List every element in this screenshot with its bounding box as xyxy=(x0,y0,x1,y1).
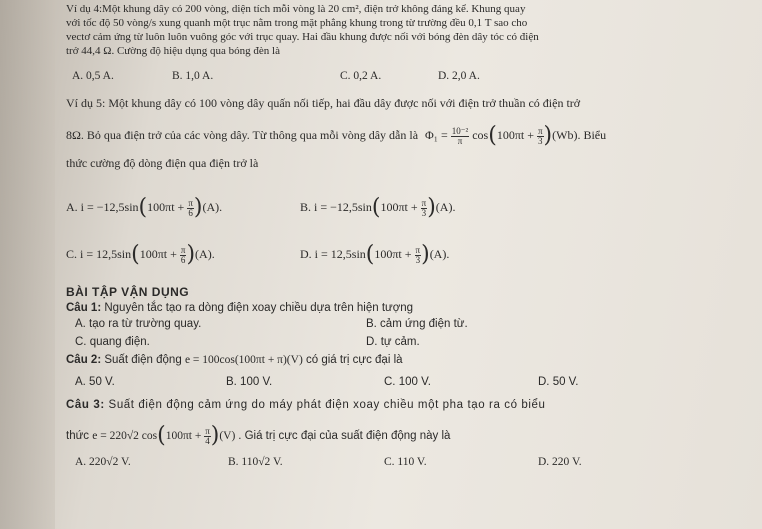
q3-option-d: D. 220 V. xyxy=(538,456,582,468)
example4-option-a: A. 0,5 A. xyxy=(72,70,114,82)
flux-lhs: Φ₁ = xyxy=(425,128,448,142)
flux-inner-num: π xyxy=(537,125,543,136)
q3-formula-arg: 100πt + xyxy=(165,430,202,442)
q2-option-b: B. 100 V. xyxy=(226,376,273,388)
q2-option-a: A. 50 V. xyxy=(75,376,115,388)
q2-text-before: Suất điện động xyxy=(101,354,182,366)
option-label: C. xyxy=(66,247,78,261)
q1-text: Nguyên tắc tạo ra dòng điện xoay chiều dựa trên hiện tượng xyxy=(101,302,414,314)
flux-fraction xyxy=(451,127,469,146)
q3-stem-line2 xyxy=(66,423,450,448)
q3-formula-den: 4 xyxy=(205,435,210,446)
q2-formula: e = 100cos(100πt + π)(V) xyxy=(184,354,303,366)
example4-line3: vectơ cảm ứng từ luôn luôn vuông góc với trục quay. Hai đầu khung được nối với bóng đèn dây tóc có điện xyxy=(66,31,539,43)
option-num: π xyxy=(188,197,193,208)
flux-inner: 100πt + xyxy=(496,128,534,142)
q3-line2-post: . Giá trị cực đại của suất điện động này là xyxy=(238,430,451,442)
example4-line2: với tốc độ 50 vòng/s xung quanh một trục nằm trong mặt phẳng khung trong từ trường đều 0,1 T sao cho xyxy=(66,17,528,29)
option-den: 3 xyxy=(421,207,427,218)
option-pre: i = −12,5sin xyxy=(80,200,139,214)
option-arg: 100πt + xyxy=(374,247,412,261)
option-arg: 100πt + xyxy=(380,200,418,214)
q2-option-d: D. 50 V. xyxy=(538,376,579,388)
q2-text-after: có giá trị cực đại là xyxy=(302,354,403,366)
q3-formula-num: π xyxy=(205,425,210,436)
option-unit: (A). xyxy=(435,200,456,214)
option-pre: i = 12,5sin xyxy=(314,247,366,261)
q3-option-b: B. 110√2 V. xyxy=(228,456,283,468)
option-arg: 100πt + xyxy=(139,247,177,261)
flux-inner-den: 3 xyxy=(538,135,543,146)
q3-line2-pre: thức xyxy=(66,430,90,442)
option-unit: (A). xyxy=(429,247,450,261)
section-heading: BÀI TẬP VẬN DỤNG xyxy=(66,285,190,299)
example5-option-b: B. i = −12,5sin(100πt + $\frac{\pi}{3}$ )(A). xyxy=(300,195,456,220)
example5-line1: Ví dụ 5: Một khung dây có 100 vòng dây quấn nối tiếp, hai đầu dây được nối với điện trở thuần có điện trở xyxy=(66,96,581,110)
option-num: π xyxy=(421,197,427,208)
q3-formula: e = 220√2 cos(100πt + $\frac{\pi}{4}$ )(V) xyxy=(92,423,236,448)
option-den: 6 xyxy=(180,254,186,265)
flux-frac-den: π xyxy=(457,135,463,146)
flux-frac-num: 10⁻² xyxy=(451,125,469,136)
option-pre: i = 12,5sin xyxy=(80,247,132,261)
example4-line1: Ví dụ 4:Một khung dây có 200 vòng, diện tích mỗi vòng là 20 cm², điện trở không đáng kể. Khung quay xyxy=(66,3,526,15)
option-den: 6 xyxy=(188,207,193,218)
q1-option-d: D. tự cảm. xyxy=(366,336,420,348)
option-pre: i = −12,5sin xyxy=(314,200,372,214)
flux-cos: cos xyxy=(472,128,489,142)
flux-formula: Φ₁ = $\frac{\text{10⁻²}}{\pi}$ cos(100πt + $\frac{\pi}{3}$ )(Wb). Biểu xyxy=(425,123,607,148)
option-arg: 100πt + xyxy=(147,200,185,214)
example5-line2-text: 8Ω. Bỏ qua điện trở của các vòng dây. Từ thông qua mỗi vòng dây dẫn là xyxy=(66,128,419,142)
option-label: A. xyxy=(66,200,78,214)
example4-option-d: D. 2,0 A. xyxy=(438,70,480,82)
option-unit: (A). xyxy=(202,200,223,214)
q2-label: Câu 2: xyxy=(66,354,102,366)
q3-formula-unit: (V) xyxy=(219,430,236,442)
q1-option-b: B. cảm ứng điện từ. xyxy=(366,318,468,330)
q3-option-a: A. 220√2 V. xyxy=(75,456,131,468)
example5-line2 xyxy=(66,123,606,148)
q1-option-c: C. quang điện. xyxy=(75,336,150,348)
q3-label: Câu 3: xyxy=(66,399,105,411)
example5-option-a: A. i = −12,5sin(100πt + $\frac{\pi}{6}$ )(A). xyxy=(66,195,223,220)
example4-option-b: B. 1,0 A. xyxy=(172,70,214,82)
example5-line3: thức cường độ dòng điện qua điện trở là xyxy=(66,156,259,170)
q3-stem-line1 xyxy=(66,399,546,411)
page-gutter-shadow xyxy=(0,0,55,529)
example4-line4: trở 44,4 Ω. Cường độ hiệu dụng qua bóng đèn là xyxy=(66,45,280,57)
q1-label: Câu 1: xyxy=(66,302,102,314)
flux-tail: . Biểu xyxy=(577,128,607,142)
q3-line1: Suất điện động cảm ứng do máy phát điện xoay chiều một pha tạo ra có biểu xyxy=(104,399,546,411)
q3-option-c: C. 110 V. xyxy=(384,456,427,468)
flux-unit: (Wb) xyxy=(552,128,578,142)
example5-option-d: D. i = 12,5sin(100πt + $\frac{\pi}{3}$ )(A). xyxy=(300,242,450,267)
q1-option-a: A. tạo ra từ trường quay. xyxy=(75,318,202,330)
example5-option-c: C. i = 12,5sin(100πt + $\frac{\pi}{6}$ )(A). xyxy=(66,242,215,267)
option-label: B. xyxy=(300,200,312,214)
q1-stem xyxy=(66,302,413,314)
option-unit: (A). xyxy=(195,247,215,261)
option-num: π xyxy=(180,244,186,255)
example4-option-c: C. 0,2 A. xyxy=(340,70,382,82)
q3-formula-pre: e = 220√2 cos xyxy=(92,430,158,442)
option-den: 3 xyxy=(415,254,421,265)
q2-stem xyxy=(66,354,403,366)
q2-option-c: C. 100 V. xyxy=(384,376,431,388)
option-num: π xyxy=(415,244,421,255)
option-label: D. xyxy=(300,247,312,261)
